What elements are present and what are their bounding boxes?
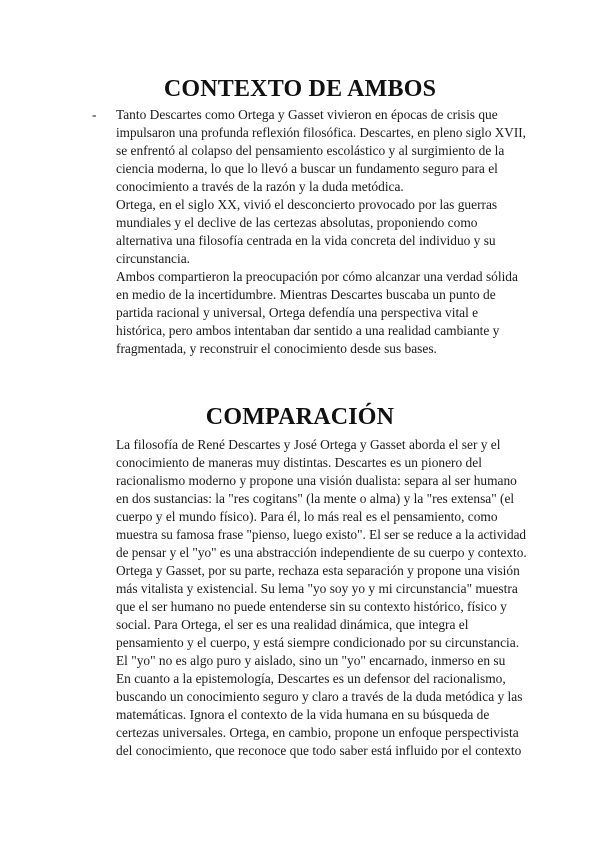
text-line: En cuanto a la epistemología, Descartes es un defensor del racionalismo,: [116, 671, 506, 686]
text-line: conocimiento a través de la razón y la duda metódica.: [116, 179, 404, 194]
text-line: cuerpo y el mundo físico). Para él, lo más real es el pensamiento, como: [116, 509, 498, 524]
section-title-comparacion: COMPARACIÓN: [205, 404, 395, 430]
text-line: circunstancia.: [116, 251, 190, 266]
text-line: El "yo" no es algo puro y aislado, sino un "yo" encarnado, inmerso en su: [116, 653, 506, 668]
bullet-dash: -: [92, 107, 97, 122]
text-line: se enfrentó al colapso del pensamiento escolástico y al surgimiento de la: [116, 143, 505, 158]
text-line: en medio de la incertidumbre. Mientras Descartes buscaba un punto de: [116, 287, 496, 302]
text-line: buscando un conocimiento seguro y claro a través de la duda metódica y las: [116, 689, 523, 704]
text-line: histórica, pero ambos intentaban dar sentido a una realidad cambiante y: [116, 323, 500, 338]
text-line: más vitalista y existencial. Su lema "yo soy yo y mi circunstancia" muestra: [116, 581, 518, 596]
text-line: Ortega y Gasset, por su parte, rechaza esta separación y propone una visión: [116, 563, 520, 578]
text-line: del conocimiento, que reconoce que todo saber está influido por el contexto: [116, 743, 522, 758]
text-line: conocimiento de maneras muy distintas. Descartes es un pionero del: [116, 455, 482, 470]
text-line: en dos sustancias: la "res cogitans" (la mente o alma) y la "res extensa" (el: [116, 491, 515, 506]
text-line: ciencia moderna, lo que lo llevó a buscar un fundamento seguro para el: [116, 161, 498, 176]
text-line: matemáticas. Ignora el contexto de la vida humana en su búsqueda de: [116, 707, 490, 722]
text-line: de pensar y el "yo" es una abstracción independiente de su cuerpo y contexto.: [116, 545, 527, 560]
text-line: racionalismo moderno y propone una visión dualista: separa al ser humano: [116, 473, 517, 488]
text-line: fragmentada, y reconstruir el conocimiento desde sus bases.: [116, 341, 437, 356]
text-line: social. Para Ortega, el ser es una realidad dinámica, que integra el: [116, 617, 469, 632]
text-line: La filosofía de René Descartes y José Ortega y Gasset aborda el ser y el: [116, 437, 501, 452]
text-line: Ortega, en el siglo XX, vivió el desconcierto provocado por las guerras: [116, 197, 498, 212]
text-line: impulsaron una profunda reflexión filosófica. Descartes, en pleno siglo XVII,: [116, 125, 526, 140]
text-line: mundiales y el declive de las certezas absolutas, proponiendo como: [116, 215, 478, 230]
text-line: alternativa una filosofía centrada en la vida concreta del individuo y su: [116, 233, 496, 248]
text-line: muestra su famosa frase "pienso, luego existo". El ser se reduce a la actividad: [116, 527, 527, 542]
text-line: Ambos compartieron la preocupación por cómo alcanzar una verdad sólida: [116, 269, 518, 284]
text-line: Tanto Descartes como Ortega y Gasset vivieron en épocas de crisis que: [116, 107, 498, 122]
text-line: certezas universales. Ortega, en cambio, propone un enfoque perspectivista: [116, 725, 519, 740]
text-line: pensamiento y el cuerpo, y está siempre condicionado por su circunstancia.: [116, 635, 520, 650]
text-line: partida racional y universal, Ortega defendía una perspectiva vital e: [116, 305, 479, 320]
section-title-contexto: CONTEXTO DE AMBOS: [163, 76, 437, 102]
text-line: que el ser humano no puede entenderse sin su contexto histórico, físico y: [116, 599, 507, 614]
